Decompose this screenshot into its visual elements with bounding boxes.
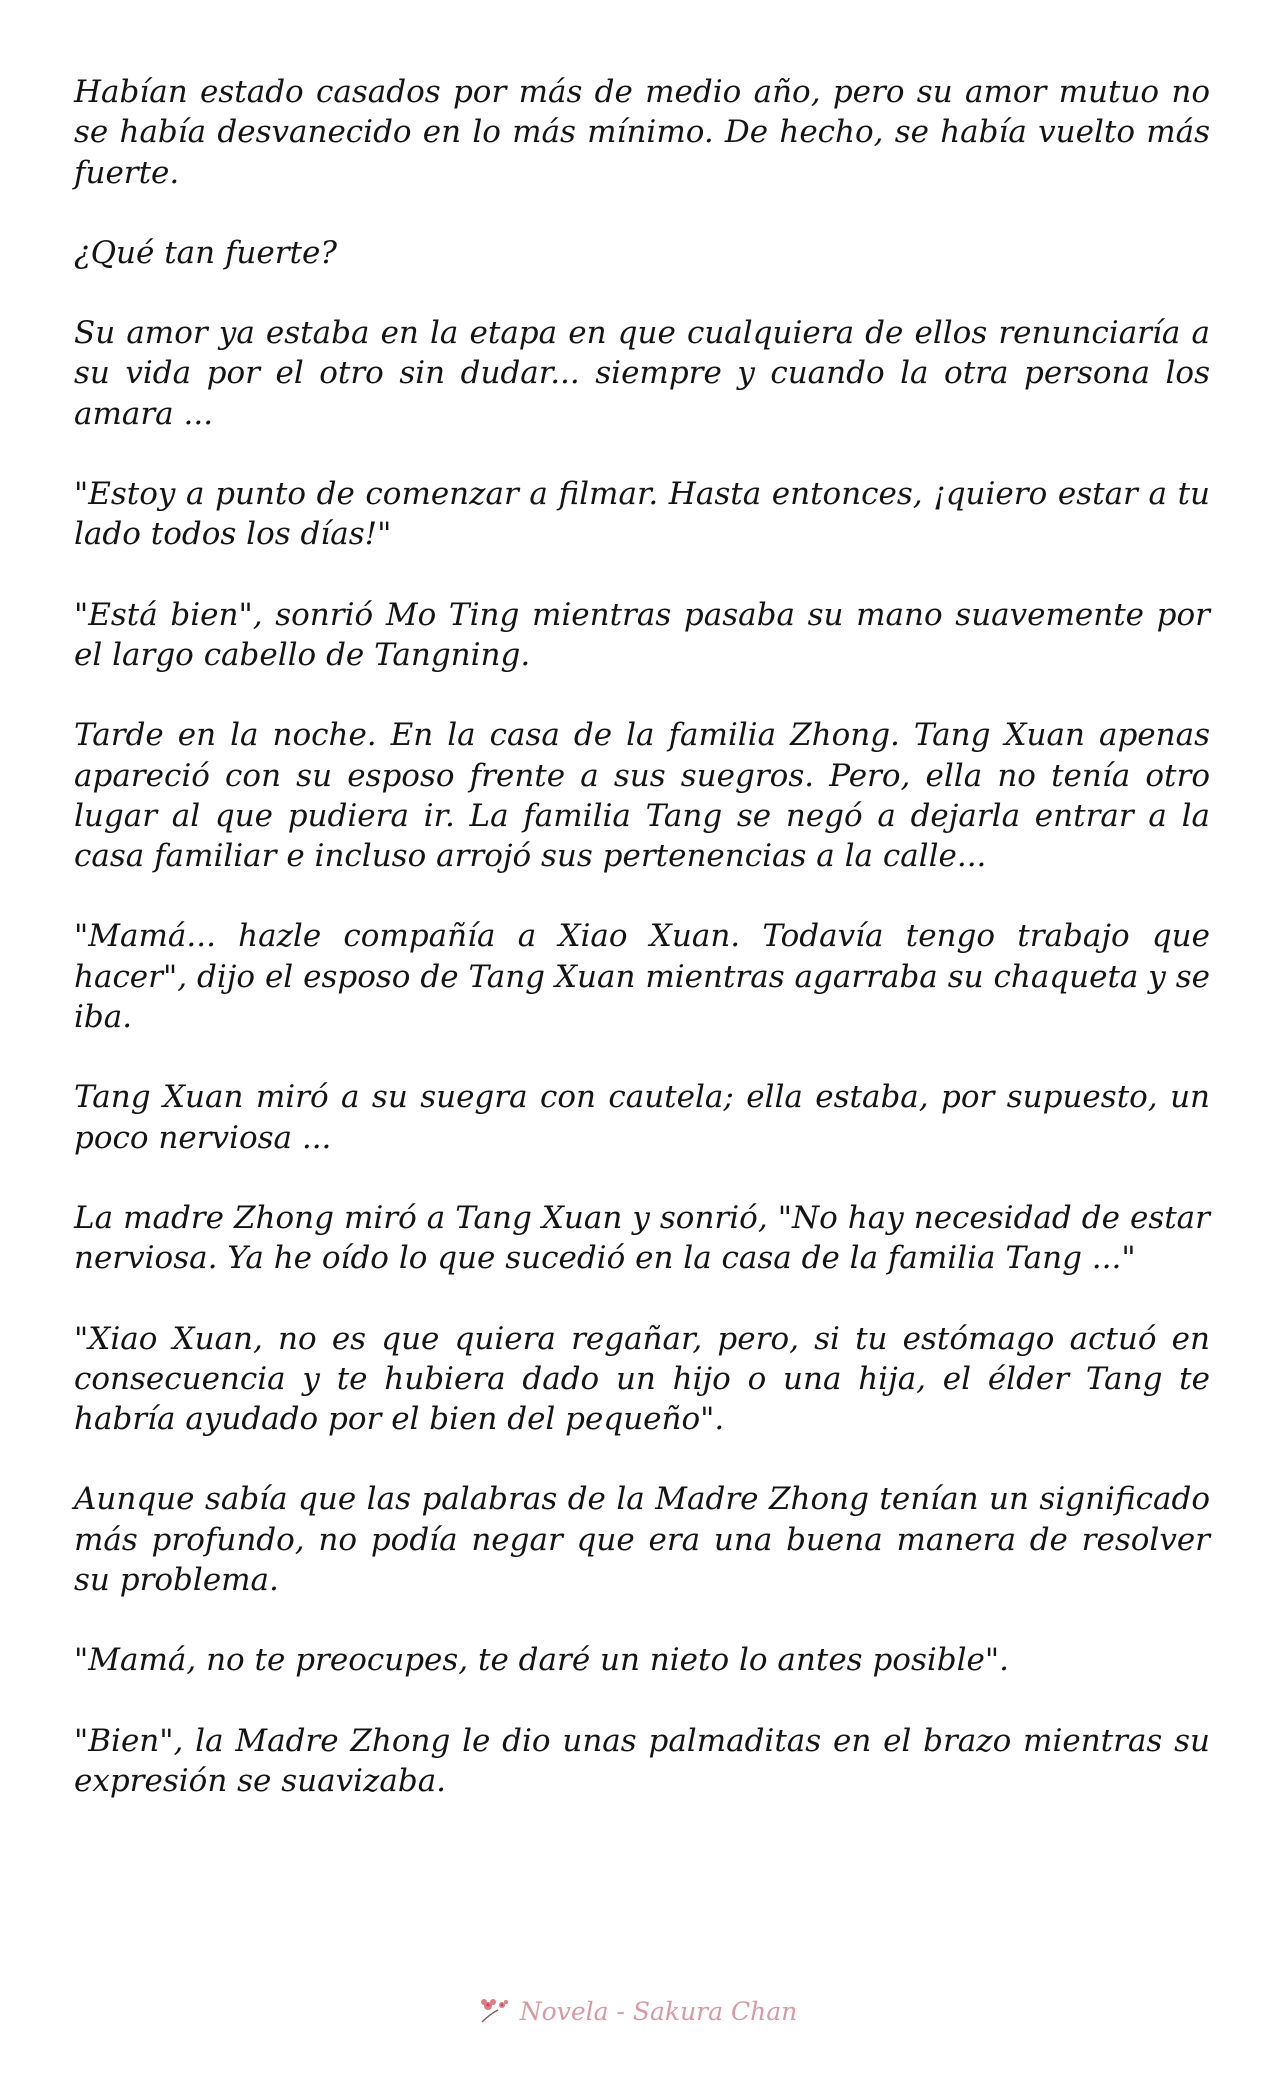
paragraph: "Está bien", sonrió Mo Ting mientras pasaba su mano suavemente por el largo cabello de Tangning. xyxy=(74,596,1210,673)
paragraph: La madre Zhong miró a Tang Xuan y sonrió, "No hay necesidad de estar nerviosa. Ya he oído lo que sucedió en la casa de la familia Tang ..." xyxy=(74,1199,1210,1277)
paragraph: "Bien", la Madre Zhong le dio unas palmaditas en el brazo mientras su expresión se suavizaba. xyxy=(74,1722,1210,1799)
sakura-flower-icon xyxy=(478,1996,512,2026)
paragraph: Aunque sabía que las palabras de la Madre Zhong tenían un significado más profundo, no podía negar que era una buena manera de resolver su problema. xyxy=(74,1481,1210,1599)
watermark-text: Novela - Sakura Chan xyxy=(519,1996,798,2026)
paragraph: "Mamá, no te preocupes, te daré un nieto lo antes posible". xyxy=(74,1642,1009,1679)
paragraph: Tarde en la noche. En la casa de la familia Zhong. Tang Xuan apenas apareció con su esposo frente a sus suegros. Pero, ella no tenía otro lugar al que pudiera ir. La familia Tang se negó a dejarla entrar a la casa familiar e incluso arrojó sus pertenencias a la calle... xyxy=(74,717,1210,875)
paragraph: Tang Xuan miró a su suegra con cautela; ella estaba, por supuesto, un poco nerviosa ... xyxy=(74,1079,1210,1156)
paragraph: Habían estado casados por más de medio año, pero su amor mutuo no se había desvanecido en lo más mínimo. De hecho, se había vuelto más fuerte. xyxy=(74,74,1210,191)
paragraph: "Estoy a punto de comenzar a filmar. Hasta entonces, ¡quiero estar a tu lado todos los días!" xyxy=(74,476,1210,553)
watermark-group xyxy=(478,1996,797,2026)
paragraph: ¿Qué tan fuerte? xyxy=(74,234,337,271)
paragraph: "Xiao Xuan, no es que quiera regañar, pero, si tu estómago actuó en consecuencia y te hubiera dado un hijo o una hija, el élder Tang te habría ayudado por el bien del pequeño". xyxy=(74,1320,1210,1438)
paragraph: Su amor ya estaba en la etapa en que cualquiera de ellos renunciaría a su vida por el otro sin dudar... siempre y cuando la otra persona los amara ... xyxy=(74,315,1210,432)
document-body xyxy=(74,72,1210,1841)
footer-watermark xyxy=(0,1996,1275,2032)
paragraph: "Mamá... hazle compañía a Xiao Xuan. Todavía tengo trabajo que hacer", dijo el esposo de Tang Xuan mientras agarraba su chaqueta y se iba. xyxy=(74,918,1210,1036)
